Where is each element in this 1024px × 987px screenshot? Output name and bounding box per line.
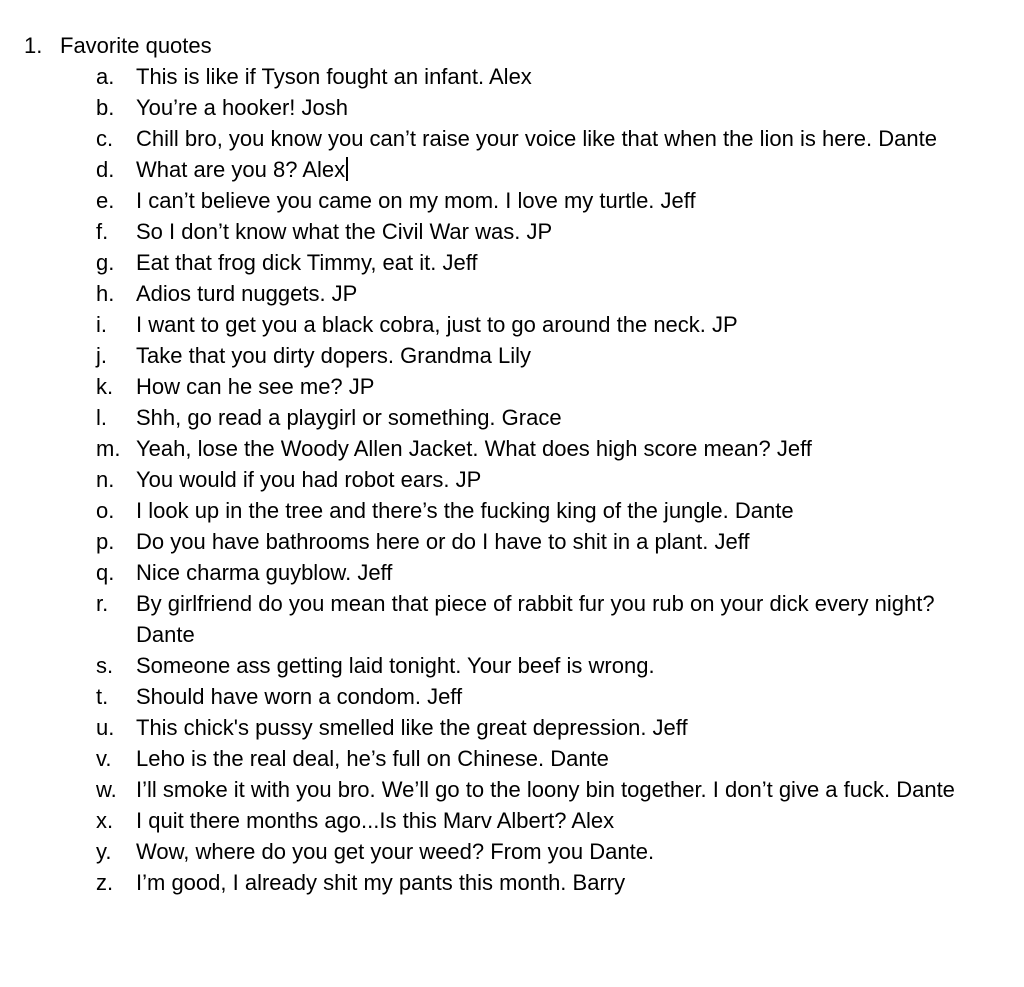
- list-marker: m.: [96, 436, 121, 461]
- list-marker: b.: [96, 95, 115, 120]
- quote-text: So I don’t know what the Civil War was. JP: [136, 219, 553, 244]
- list-marker: y.: [96, 839, 112, 864]
- quote-text: Adios turd nuggets. JP: [136, 281, 358, 306]
- list-item: [96, 371, 996, 402]
- quote-text: How can he see me? JP: [136, 374, 375, 399]
- quote-text: This chick's pussy smelled like the great depression. Jeff: [136, 715, 688, 740]
- list-item: [96, 805, 996, 836]
- list-marker: h.: [96, 281, 115, 306]
- list-heading-number: 1.: [24, 33, 43, 58]
- list-marker: p.: [96, 529, 115, 554]
- list-item: [96, 402, 996, 433]
- quote-text: Wow, where do you get your weed? From you Dante.: [136, 839, 655, 864]
- list-item: [96, 681, 996, 712]
- list-marker: a.: [96, 64, 115, 89]
- list-marker: u.: [96, 715, 115, 740]
- quote-text: I look up in the tree and there’s the fucking king of the jungle. Dante: [136, 498, 794, 523]
- quotes-list: [96, 61, 996, 898]
- quote-text: Shh, go read a playgirl or something. Grace: [136, 405, 562, 430]
- quote-text: Yeah, lose the Woody Allen Jacket. What does high score mean? Jeff: [136, 436, 812, 461]
- list-item: [96, 247, 996, 278]
- list-item: [96, 216, 996, 247]
- list-marker: w.: [96, 777, 117, 802]
- quote-text: Someone ass getting laid tonight. Your beef is wrong.: [136, 653, 655, 678]
- list-item: [96, 154, 996, 185]
- quote-text: Eat that frog dick Timmy, eat it. Jeff: [136, 250, 478, 275]
- quote-text: Nice charma guyblow. Jeff: [136, 560, 393, 585]
- list-marker: t.: [96, 684, 109, 709]
- quote-text: By girlfriend do you mean that piece of rabbit fur you rub on your dick every night? Dante: [136, 591, 935, 647]
- quote-text: Should have worn a condom. Jeff: [136, 684, 463, 709]
- list-heading-title: Favorite quotes: [60, 33, 212, 58]
- list-item: [96, 867, 996, 898]
- quote-text: I can’t believe you came on my mom. I love my turtle. Jeff: [136, 188, 696, 213]
- list-item: [96, 340, 996, 371]
- quote-text: Do you have bathrooms here or do I have to shit in a plant. Jeff: [136, 529, 750, 554]
- list-marker: n.: [96, 467, 115, 492]
- list-marker: r.: [96, 591, 109, 616]
- list-item: [96, 185, 996, 216]
- list-item: [96, 712, 996, 743]
- quote-text: I want to get you a black cobra, just to go around the neck. JP: [136, 312, 738, 337]
- list-item: [96, 464, 996, 495]
- list-heading: [24, 30, 212, 61]
- quote-text-with-cursor: [136, 154, 996, 185]
- list-marker: v.: [96, 746, 112, 771]
- list-item: [96, 61, 996, 92]
- quote-text: I quit there months ago...Is this Marv Albert? Alex: [136, 808, 615, 833]
- list-item: [96, 495, 996, 526]
- list-item: [96, 588, 996, 650]
- list-marker: o.: [96, 498, 115, 523]
- list-marker: q.: [96, 560, 115, 585]
- list-marker: g.: [96, 250, 115, 275]
- quote-text: I’ll smoke it with you bro. We’ll go to the loony bin together. I don’t give a fuck. Dante: [136, 777, 955, 802]
- list-item: [96, 774, 996, 805]
- list-item: [96, 278, 996, 309]
- list-marker: d.: [96, 157, 115, 182]
- quote-text: What are you 8? Alex: [136, 157, 346, 182]
- quote-text: This is like if Tyson fought an infant. Alex: [136, 64, 532, 89]
- quote-text: Leho is the real deal, he’s full on Chinese. Dante: [136, 746, 609, 771]
- quote-text: Take that you dirty dopers. Grandma Lily: [136, 343, 531, 368]
- list-item: [96, 309, 996, 340]
- list-item: [96, 92, 996, 123]
- list-item: [96, 743, 996, 774]
- list-item: [96, 836, 996, 867]
- quote-text: Chill bro, you know you can’t raise your voice like that when the lion is here. Dante: [136, 126, 937, 151]
- quote-text: I’m good, I already shit my pants this month. Barry: [136, 870, 626, 895]
- list-marker: l.: [96, 405, 107, 430]
- list-marker: j.: [96, 343, 107, 368]
- list-item: [96, 433, 996, 464]
- list-marker: z.: [96, 870, 114, 895]
- list-item: [96, 526, 996, 557]
- list-marker: k.: [96, 374, 114, 399]
- list-item: [96, 123, 996, 154]
- list-marker: c.: [96, 126, 114, 151]
- text-cursor: [346, 157, 348, 181]
- list-marker: e.: [96, 188, 115, 213]
- list-item: [96, 557, 996, 588]
- list-marker: s.: [96, 653, 114, 678]
- list-marker: i.: [96, 312, 107, 337]
- list-marker: x.: [96, 808, 114, 833]
- list-marker: f.: [96, 219, 109, 244]
- quote-text: You would if you had robot ears. JP: [136, 467, 482, 492]
- list-item: [96, 650, 996, 681]
- quote-text: You’re a hooker! Josh: [136, 95, 348, 120]
